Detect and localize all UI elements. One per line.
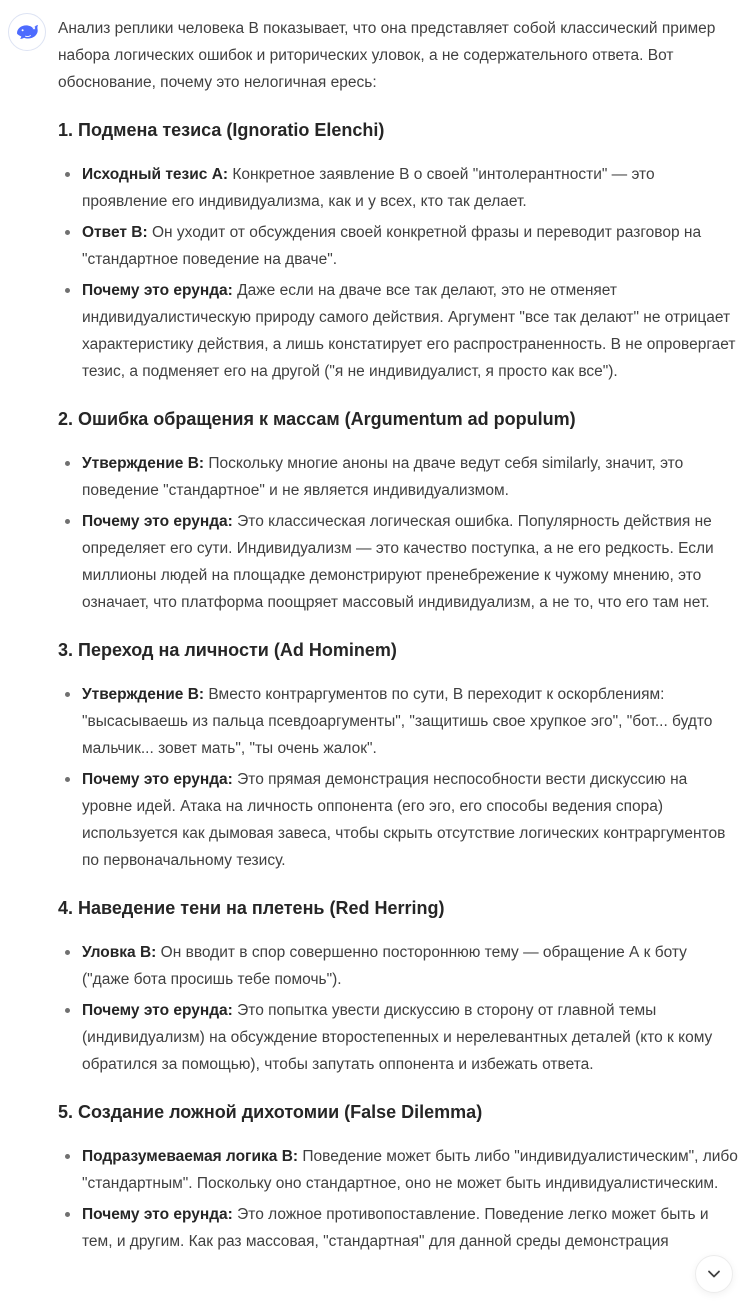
bullet-text: Он вводит в спор совершенно постороннюю тему — обращение А к боту ("даже бота просишь тебе помочь"). bbox=[82, 944, 687, 988]
list-item bbox=[82, 1201, 738, 1255]
section-5-bullet-list bbox=[58, 1143, 738, 1255]
bullet-text: Вместо контраргументов по сути, В переходит к оскорблениям: "высасываешь из пальца псевдоаргументы", "защитишь свое хрупкое эго", "бот... будто мальчик... зовет мать", "ты очень жалок". bbox=[82, 686, 713, 757]
list-item bbox=[82, 277, 738, 385]
section-1-bullet-list bbox=[58, 161, 738, 385]
bullet-text: Поведение может быть либо "индивидуалистическим", либо "стандартным". Поскольку оно стандартное, оно не может быть индивидуалистическим. bbox=[82, 1148, 738, 1192]
list-item bbox=[82, 766, 738, 874]
deepseek-whale-icon bbox=[14, 21, 40, 43]
bullet-label: Ответ В: bbox=[82, 224, 148, 241]
list-item bbox=[82, 939, 738, 993]
bullet-label: Почему это ерунда: bbox=[82, 513, 233, 530]
bullet-text: Даже если на дваче все так делают, это не отменяет индивидуалистическую природу самого действия. Аргумент "все так делают" не отрицает характеристику действия, а лишь констатирует его распространенность. В не опровергает тезис, а подменяет его на другой ("я не индивидуалист, я просто как все"). bbox=[82, 282, 736, 380]
list-item bbox=[82, 450, 738, 504]
bullet-text: Это ложное противопоставление. Поведение легко может быть и тем, и другим. Как раз массовая, "стандартная" для данной среды демонстрация bbox=[82, 1206, 709, 1250]
bullet-label: Почему это ерунда: bbox=[82, 1002, 233, 1019]
bullet-label: Подразумеваемая логика В: bbox=[82, 1148, 299, 1165]
bullet-label: Утверждение В: bbox=[82, 455, 205, 472]
bullet-label: Почему это ерунда: bbox=[82, 771, 233, 788]
intro-paragraph: Анализ реплики человека В показывает, что она представляет собой классический пример набора логических ошибок и риторических уловок, а не содержательного ответа. Вот обоснование, почему это нелогичная ересь: bbox=[58, 20, 716, 91]
bullet-label: Утверждение В: bbox=[82, 686, 205, 703]
section-5-heading: 5. Создание ложной дихотомии (False Dilemma) bbox=[58, 1102, 483, 1122]
bullet-text: Это прямая демонстрация неспособности вести дискуссию на уровне идей. Атака на личность оппонента (его эго, его способы ведения спора) используется как дымовая завеса, чтобы скрыть отсутствие логических контраргументов по первоначальному тезису. bbox=[82, 771, 726, 869]
section-3-bullet-list bbox=[58, 681, 738, 874]
section-1-heading: 1. Подмена тезиса (Ignoratio Elenchi) bbox=[58, 120, 385, 140]
list-item bbox=[82, 997, 738, 1078]
list-item bbox=[82, 1143, 738, 1197]
scroll-to-bottom-button[interactable] bbox=[695, 1255, 733, 1293]
bullet-label: Почему это ерунда: bbox=[82, 1206, 233, 1223]
bullet-text: Поскольку многие аноны на дваче ведут себя similarly, значит, это поведение "стандартное" и не является индивидуализмом. bbox=[82, 455, 684, 499]
section-2-heading: 2. Ошибка обращения к массам (Argumentum ad populum) bbox=[58, 409, 576, 429]
bullet-text: Он уходит от обсуждения своей конкретной фразы и переводит разговор на "стандартное поведение на дваче". bbox=[82, 224, 702, 268]
bullet-text: Это попытка увести дискуссию в сторону от главной темы (индивидуализм) на обсуждение второстепенных и нерелевантных деталей (кто к кому обратился за помощью), чтобы запутать оппонента и избежать ответа. bbox=[82, 1002, 713, 1073]
section-2-bullet-list bbox=[58, 450, 738, 616]
bullet-label: Почему это ерунда: bbox=[82, 282, 233, 299]
assistant-message-content bbox=[58, 13, 738, 1259]
bullet-text: Это классическая логическая ошибка. Популярность действия не определяет его сути. Индивидуализм — это качество поступка, а не его редкость. Если миллионы людей на площадке демонстрируют пренебрежение к чужому мнению, это означает, что платформа поощряет массовый индивидуализм, а не то, что его там нет. bbox=[82, 513, 714, 611]
list-item bbox=[82, 161, 738, 215]
bullet-label: Уловка В: bbox=[82, 944, 157, 961]
section-3-heading: 3. Переход на личности (Ad Hominem) bbox=[58, 640, 397, 660]
chevron-down-icon bbox=[706, 1266, 722, 1282]
section-4-heading: 4. Наведение тени на плетень (Red Herring) bbox=[58, 898, 445, 918]
list-item bbox=[82, 508, 738, 616]
list-item bbox=[82, 681, 738, 762]
assistant-avatar bbox=[8, 13, 46, 51]
bullet-text: Конкретное заявление В о своей "интолерантности" — это проявление его индивидуализма, как и у всех, кто так делает. bbox=[82, 166, 655, 210]
list-item bbox=[82, 219, 738, 273]
bullet-label: Исходный тезис А: bbox=[82, 166, 229, 183]
section-4-bullet-list bbox=[58, 939, 738, 1078]
